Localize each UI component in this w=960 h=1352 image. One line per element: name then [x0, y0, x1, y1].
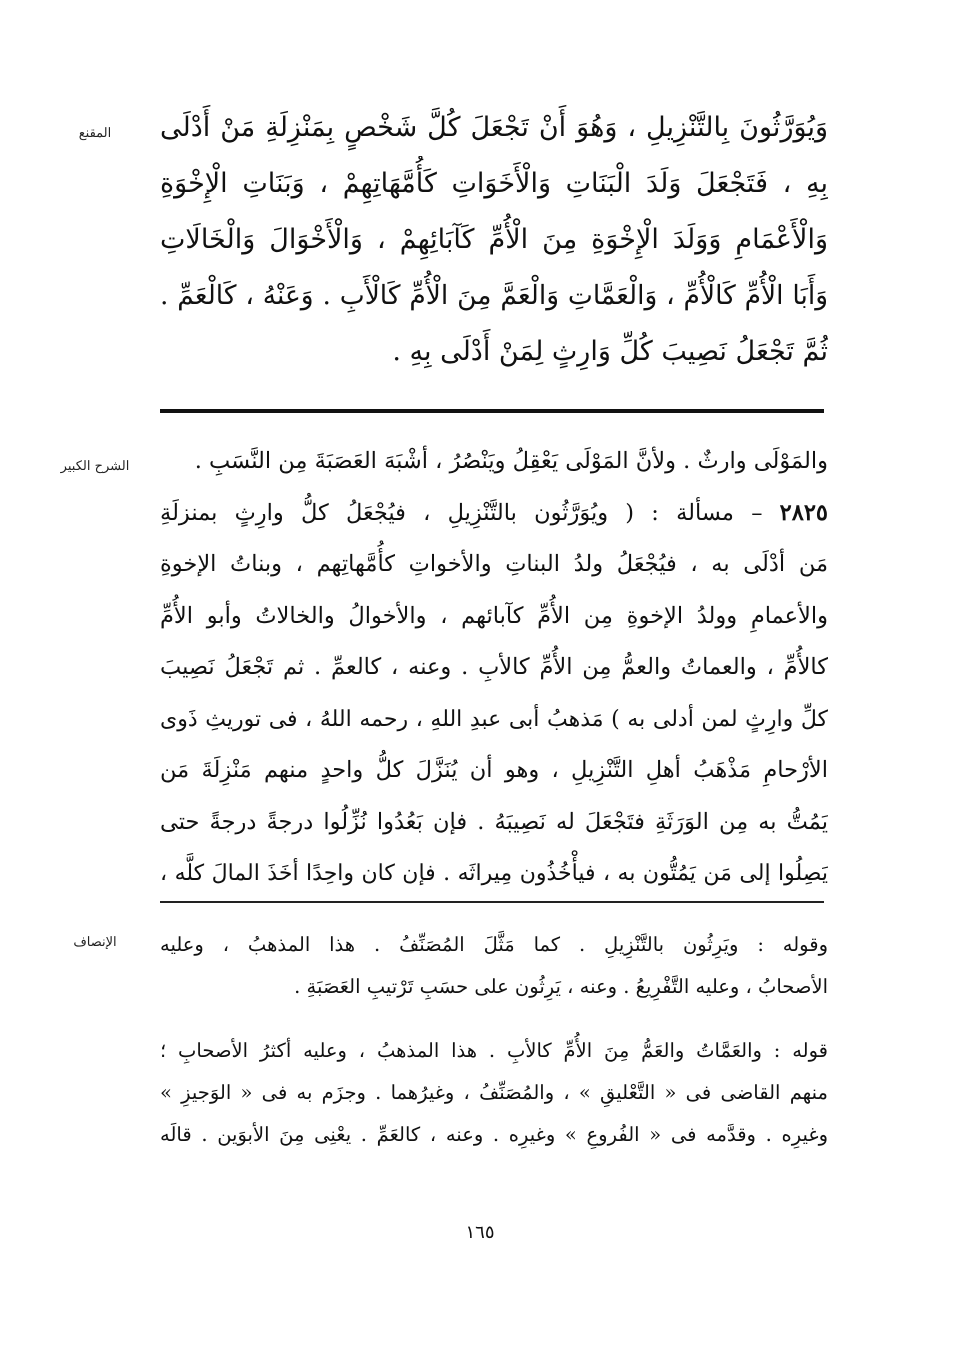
sharh-line: يَصِلُوا إلى مَن يَمُتُّون به ، فيأْخُذُون مِيراثَه . فإن كان واحِدًا أخَذَ المالَ كلَّه ،: [160, 861, 828, 886]
muqni-line: وَالْأَعْمَامِ وَوَلَدَ الْإِخْوَةِ مِنَ الْأُمِّ كَآبَائِهِمْ ، وَالْأَخْوَالَ وَالْخَالَاتِ: [160, 224, 828, 255]
insaf-para-2: [160, 1030, 828, 1156]
sharh-line: كالأُمِّ ، والعماتُ والعمُّ مِن الأُمِّ كالأبِ . وعنه ، كالعمِّ . ثم تَجْعَلُ نَصِيبَ: [160, 654, 828, 680]
sharh-line: والمَوْلَى وارثٌ . ولأنَّ المَوْلَى يَعْقِلُ ويَنْصُرُ ، أشْبَهَ العَصَبَةَ مِن النَّسَبِ .: [194, 448, 828, 474]
sharh-line: والأعمامِ وولدُ الإخوةِ مِن الأُمِّ كآبائهم ، والأخوالُ والخالاتُ وأبو الأُمِّ: [160, 602, 828, 629]
section-label-insaf: الإنصاف: [73, 935, 117, 950]
sharh-line: كلِّ وارِثٍ لمن أدلى به ) مَذهبُ أبى عبدِ اللهِ ، رحمه اللهُ ، فى توريثِ ذَوى: [160, 706, 828, 732]
section-divider: [160, 901, 824, 903]
insaf-line: قوله : والعَمَّاتُ والعَمُّ مِنَ الأُمِّ كالأبِ . هذا المذهبُ ، وعليه أكثرُ الأصحابِ ؛: [160, 1039, 828, 1062]
insaf-line: وغيرِه . وقدَّمه فى « الفُروعِ » وغيرِه . وعنه ، كالعَمِّ . يعْنِى مِنَ الأبوَين . قالَه: [160, 1123, 828, 1146]
insaf-line: الأصحابُ ، وعليه التَّفْرِيعُ . وعنه ، يَرِثُون على حسَبِ تَرْتيبِ العَصَبَةِ .: [294, 975, 828, 998]
muqni-line: بِهِ ، فَتَجْعَلَ وَلَدَ الْبَنَاتِ وَالْأَخَوَاتِ كَأُمَّهَاتِهِمْ ، وَبَنَاتِ الْإِخْوَةِ: [160, 168, 828, 199]
issue-number: ٢٨٢٥: [779, 499, 828, 526]
sharh-line: الأرْحامِ مَذْهَبُ أهلِ التَّنْزِيلِ ، وهو أن يُنَزَّلَ كلُّ واحدٍ منهم مَنْزِلَةَ مَن: [160, 757, 828, 783]
sharh-line: مَن أدْلَى به ، فيُجْعَلُ ولدُ البناتِ والأخواتِ كأُمَّهاتِهم ، وبناتُ الإخوةِ: [160, 551, 828, 577]
insaf-line: منهم القاضى فى « التَّعْليقِ » ، والمُصَنِّفُ ، وغيرُهما . وجزَم به فى « الوَجيزِ »: [160, 1081, 828, 1104]
sharh-issue-line: [160, 488, 828, 540]
sharh-issue-text: – مسألة : ( ويُوَرَّثُون بالتَّنْزِيلِ ، فيُجْعَلُ كلُّ وارِثٍ بمنزلَةِ: [160, 499, 780, 526]
section-label-muqni: المقنع: [78, 126, 112, 141]
sharh-text: [160, 436, 828, 900]
muqni-line: ثُمَّ تَجْعَلُ نَصِيبَ كُلِّ وَارِثٍ لِمَنْ أَدْلَى بِهِ .: [392, 336, 828, 367]
section-divider: [160, 409, 824, 413]
insaf-line: وقوله : ويَرِثُون بالتَّنْزِيلِ . كما مَثَّلَ المُصَنِّفُ . هذا المذهبُ ، وعليه: [160, 933, 828, 956]
muqni-line: وَأَبَا الْأُمِّ كَالْأُمِّ ، وَالْعَمَّاتِ وَالْعَمَّ مِنَ الْأُمِّ كَالْأَبِ . وَعَنْهُ ، كَالْعَمِّ .: [160, 280, 828, 311]
muqni-text: [160, 100, 828, 380]
section-label-sharh: الشرح الكبير: [60, 459, 130, 474]
insaf-para-1: [160, 924, 828, 1008]
sharh-line: يَمُتُّ به مِن الوَرَثَةِ فتَجْعَلَ له نَصِيبَهُ . فإن بَعُدُوا نُزِّلُوا درجةً درجةً حتى: [160, 808, 828, 835]
muqni-line: وَيُوَرَّثُونَ بِالتَّنْزِيلِ ، وَهُوَ أَنْ تَجْعَلَ كُلَّ شَخْصٍ بِمَنْزِلَةِ مَنْ أَدْلَى: [160, 112, 828, 143]
page-number: ١٦٥: [465, 1222, 495, 1243]
